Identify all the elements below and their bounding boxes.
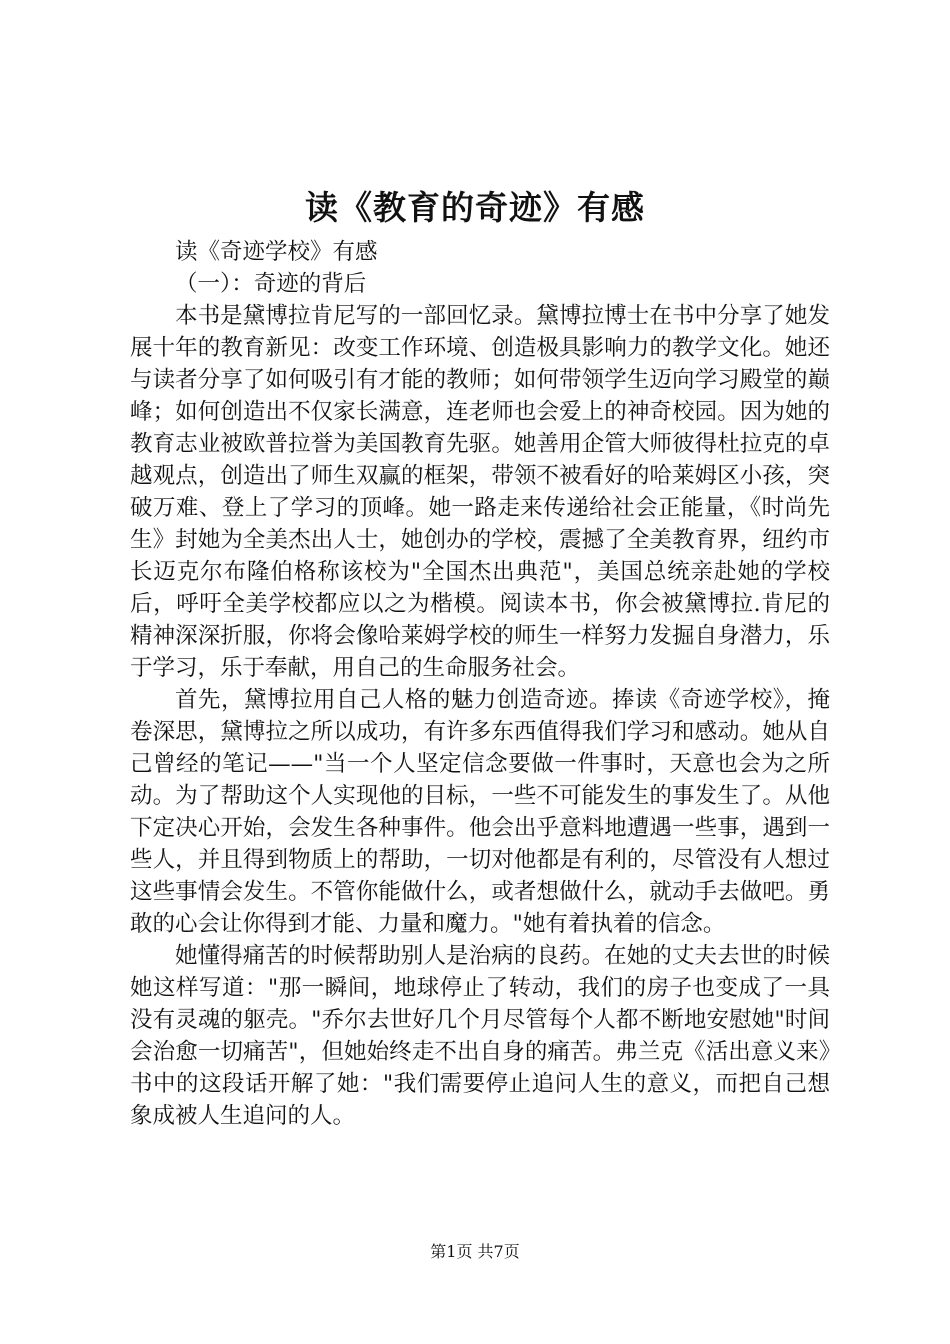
subtitle: 读《奇迹学校》有感 — [175, 239, 378, 265]
paragraph: 她懂得痛苦的时候帮助别人是治病的良药。在她的丈夫去世的时候她这样写道："那一瞬间，地球停止了转动，我们的房子也变成了一具没有灵魂的躯壳。"乔尔去世好几个月尽管每个人都不断地安慰她"时间会治愈一切痛苦"，但她始终走不出自身的痛苦。弗兰克《活出意义来》书中的这段话开解了她："我们需要停止追问人生的意义，而把自己想象成被人生追问的人。 — [130, 943, 830, 1129]
document-title: 读《教育的奇迹》有感 — [305, 188, 645, 227]
paragraph: 本书是黛博拉肯尼写的一部回忆录。黛博拉博士在书中分享了她发展十年的教育新见：改变工作环境、创造极具影响力的教学文化。她还与读者分享了如何吸引有才能的教师；如何带领学生迈向学习殿堂的巅峰；如何创造出不仅家长满意，连老师也会爱上的神奇校园。因为她的教育志业被欧普拉誉为美国教育先驱。她善用企管大师彼得杜拉克的卓越观点，创造出了师生双赢的框架，带领不被看好的哈莱姆区小孩，突破万难、登上了学习的顶峰。她一路走来传递给社会正能量，《时尚先生》封她为全美杰出人士，她创办的学校，震撼了全美教育界，纽约市长迈克尔布隆伯格称该校为"全国杰出典范"，美国总统亲赴她的学校后，呼吁全美学校都应以之为楷模。阅读本书，你会被黛博拉.肯尼的精神深深折服，你将会像哈莱姆学校的师生一样努力发掘自身潜力，乐于学习，乐于奉献，用自己的生命服务社会。 — [130, 303, 830, 681]
section-heading: （一）：奇迹的背后 — [175, 271, 367, 297]
document-body — [130, 236, 830, 1132]
page-footer: 第1页 共7页 — [430, 1242, 520, 1261]
paragraph: 首先，黛博拉用自己人格的魅力创造奇迹。捧读《奇迹学校》，掩卷深思，黛博拉之所以成功，有许多东西值得我们学习和感动。她从自己曾经的笔记——"当一个人坚定信念要做一件事时，天意也会为之所动。为了帮助这个人实现他的目标，一些不可能发生的事发生了。从他下定决心开始，会发生各种事件。他会出乎意料地遭遇一些事，遇到一些人，并且得到物质上的帮助，一切对他都是有利的，尽管没有人想过这些事情会发生。不管你能做什么，或者想做什么，就动手去做吧。勇敢的心会让你得到才能、力量和魔力。"她有着执着的信念。 — [130, 687, 830, 937]
